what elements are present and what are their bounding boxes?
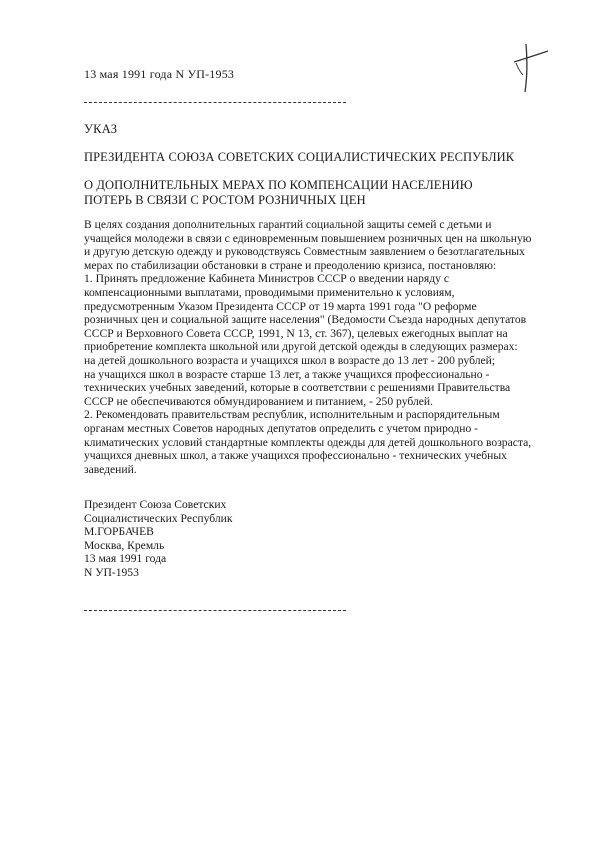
handwritten-cross-icon [512,42,552,94]
body-line: предусмотренным Указом Президента СССР от 19 марта 1991 года "О реформе [84,299,477,313]
body-line: приобретение комплекта школьной или другой детской одежды в следующих размерах: [84,340,518,354]
signature-title-line: Президент Союза Советских [84,498,227,511]
body-line: на детей дошкольного возраста и учащихся школ в возрасте до 13 лет - 200 рублей; [84,353,496,367]
body-line: климатических условий стандартные комплекты одежды для детей дошкольного возраста, [84,435,532,449]
body-line: СССР и Верховного Совета СССР, 1991, N 13, ст. 367), целевых ежегодных выплат на [84,326,508,340]
body-line: компенсационными выплатами, проводимыми применительно к условиям, [84,285,455,299]
body-line: на учащихся школ в возрасте старше 13 лет, а также учащихся профессионально - [84,367,490,381]
document-issuer: ПРЕЗИДЕНТА СОЮЗА СОВЕТСКИХ СОЦИАЛИСТИЧЕСКИХ РЕСПУБЛИК [84,150,515,164]
document-type-title: УКАЗ [84,122,118,136]
subject-line: ПОТЕРЬ В СВЯЗИ С РОСТОМ РОЗНИЧНЫХ ЦЕН [84,193,366,207]
body-line: В целях создания дополнительных гарантий социальной защиты семей с детьми и [84,218,492,231]
subject-line: О ДОПОЛНИТЕЛЬНЫХ МЕРАХ ПО КОМПЕНСАЦИИ НАСЕЛЕНИЮ [84,178,473,192]
body-line: заведений. [84,462,137,476]
signature-number: N УП-1953 [84,565,139,579]
body-line: органам местных Советов народных депутатов определить с учетом природно - [84,421,479,435]
top-separator [84,102,346,103]
signatory-name: М.ГОРБАЧЕВ [84,525,154,539]
body-line: розничных цен и социальной защите населения" (Ведомости Съезда народных депутатов [84,313,527,327]
signature-date: 13 мая 1991 года [84,552,167,566]
signature-title-line: Социалистических Республик [84,511,233,525]
document-body [84,218,532,476]
signature-block [84,498,233,580]
body-line: СССР не обеспечиваются обмундированием и питанием, - 250 рублей. [84,394,433,408]
document-date-number: 13 мая 1991 года N УП-1953 [84,67,235,81]
body-line: учащейся молодежи в связи с единовременным повышением розничных цен на школьную [84,231,532,245]
body-line: технических учебных заведений, которые в соответствии с решениями Правительства [84,381,511,395]
body-line: учащихся дневных школ, а также учащихся профессионально - технических учебных [84,449,507,463]
body-line: 1. Принять предложение Кабинета Министров СССР о введении наряду с [84,272,449,286]
document-subject [84,178,473,208]
body-line: 2. Рекомендовать правительствам республик, исполнительным и распорядительным [84,408,500,422]
signature-place: Москва, Кремль [84,538,165,552]
bottom-separator [84,610,346,611]
body-line: мерах по стабилизации обстановки в стране и преодолению кризиса, постановляю: [84,258,497,272]
body-line: и другую детскую одежду и руководствуясь Совместным заявлением о безотлагательных [84,245,525,259]
